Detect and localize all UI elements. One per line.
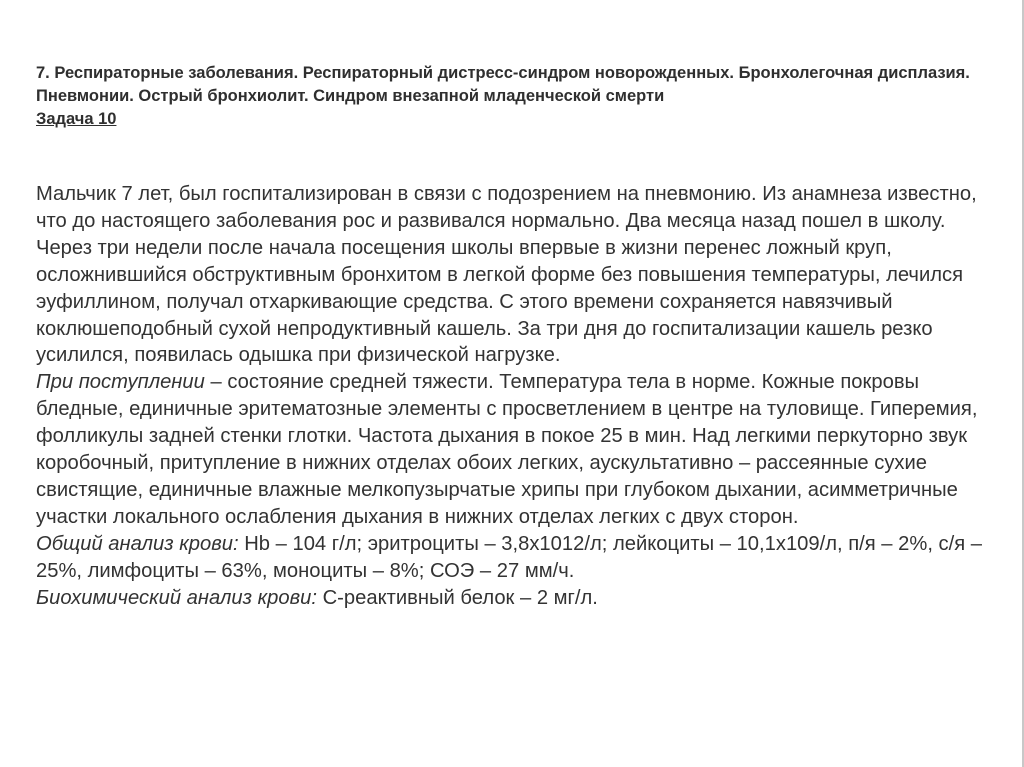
biochem-text: С-реактивный белок – 2 мг/л.: [316, 586, 598, 609]
cbc-paragraph: [36, 531, 986, 585]
biochem-label: Биохимический анализ крови:: [36, 586, 317, 609]
slide-header: [36, 62, 976, 131]
admission-text: – состояние средней тяжести. Температура тела в норме. Кожные покровы бледные, единичные эритематозные элементы с просветлением в центре на туловище. Гиперемия, фолликулы задней стенки глотки. Частота дыхания в покое 25 в мин. Над легкими перкуторно звук коробочный, притупление в нижних отделах обоих легких, аускультативно – рассеянные сухие свистящие, единичные влажные мелкопузырчатые хрипы при глубоком дыхании, асимметричные участки локального ослабления дыхания в нижних отделах легких с двух сторон.: [36, 371, 978, 528]
admission-paragraph: [36, 369, 986, 530]
topic-title: 7. Респираторные заболевания. Респираторный дистресс-синдром новорожденных. Бронхолегочная дисплазия. Пневмонии. Острый бронхиолит. Синдром внезапной младенческой смерти: [36, 64, 970, 105]
case-history: Мальчик 7 лет, был госпитализирован в связи с подозрением на пневмонию. Из анамнеза известно, что до настоящего заболевания рос и развивался нормально. Два месяца назад пошел в школу. Через три недели после начала посещения школы впервые в жизни перенес ложный круп, осложнившийся обструктивным бронхитом в легкой форме без повышения температуры, лечился эуфиллином, получал отхаркивающие средства. С этого времени сохраняется навязчивый коклюшеподобный сухой непродуктивный кашель. За три дня до госпитализации кашель резко усилился, появилась одышка при физической нагрузке.: [36, 183, 977, 367]
cbc-label: Общий анализ крови:: [36, 532, 239, 555]
admission-label: При поступлении: [36, 371, 205, 394]
cbc-text: Hb – 104 г/л; эритроциты – 3,8х1012/л; лейкоциты – 10,1х109/л, п/я – 2%, с/я – 25%, лимфоциты – 63%, моноциты – 8%; СОЭ – 27 мм/ч.: [36, 532, 983, 582]
case-text: [36, 181, 986, 612]
biochem-paragraph: [36, 585, 986, 612]
task-label: Задача 10: [36, 110, 117, 128]
